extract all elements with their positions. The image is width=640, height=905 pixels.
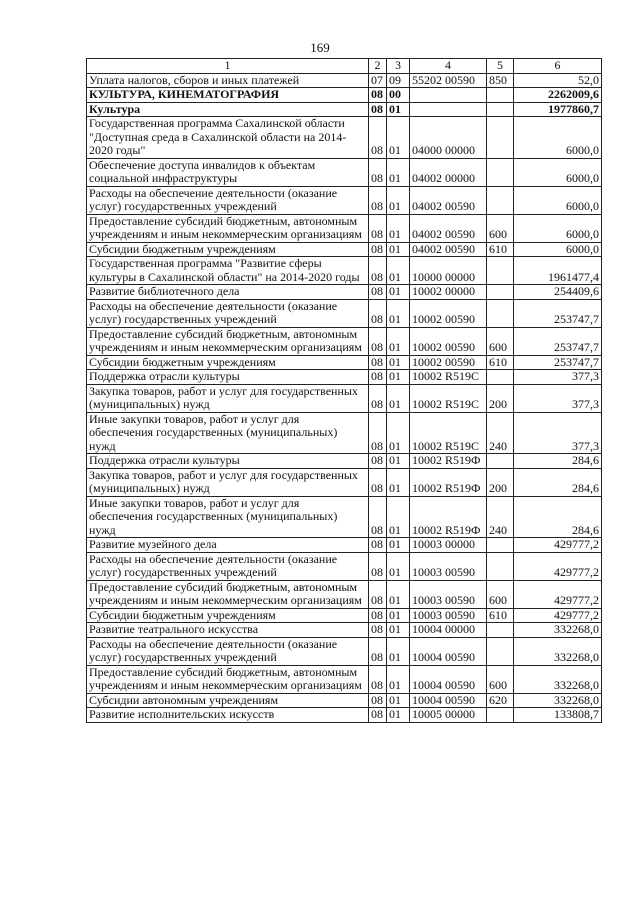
amount-cell: 429777,2 bbox=[514, 552, 602, 580]
section-code-cell: 08 bbox=[369, 158, 387, 186]
amount-cell: 429777,2 bbox=[514, 580, 602, 608]
expense-type-cell bbox=[487, 186, 514, 214]
table-row bbox=[87, 102, 602, 117]
amount-cell: 6000,0 bbox=[514, 242, 602, 257]
expense-type-cell bbox=[487, 285, 514, 300]
column-header: 1 bbox=[87, 59, 369, 74]
amount-cell: 6000,0 bbox=[514, 158, 602, 186]
amount-cell: 429777,2 bbox=[514, 608, 602, 623]
expense-type-cell: 200 bbox=[487, 468, 514, 496]
table-row bbox=[87, 708, 602, 723]
section-code-cell: 08 bbox=[369, 327, 387, 355]
expense-name-cell: Расходы на обеспечение деятельности (оказание услуг) государственных учреждений bbox=[87, 637, 369, 665]
expense-name-cell: Обеспечение доступа инвалидов к объектам социальной инфраструктуры bbox=[87, 158, 369, 186]
expense-type-cell: 600 bbox=[487, 327, 514, 355]
expense-type-cell bbox=[487, 370, 514, 385]
subsection-code-cell: 01 bbox=[387, 454, 410, 469]
column-header: 5 bbox=[487, 59, 514, 74]
section-code-cell: 08 bbox=[369, 665, 387, 693]
amount-cell: 6000,0 bbox=[514, 214, 602, 242]
subsection-code-cell: 01 bbox=[387, 637, 410, 665]
section-code-cell: 08 bbox=[369, 637, 387, 665]
subsection-code-cell: 01 bbox=[387, 214, 410, 242]
page-number: 169 bbox=[310, 40, 330, 55]
expense-name-cell: Культура bbox=[87, 102, 369, 117]
expense-type-cell bbox=[487, 88, 514, 103]
target-article-cell: 10002 00590 bbox=[410, 299, 487, 327]
expense-type-cell bbox=[487, 538, 514, 553]
amount-cell: 1961477,4 bbox=[514, 257, 602, 285]
expense-name-cell: Расходы на обеспечение деятельности (оказание услуг) государственных учреждений bbox=[87, 299, 369, 327]
expense-name-cell: Предоставление субсидий бюджетным, автономным учреждениям и иным некоммерческим организациям bbox=[87, 214, 369, 242]
column-header: 6 bbox=[514, 59, 602, 74]
section-code-cell: 08 bbox=[369, 242, 387, 257]
subsection-code-cell: 01 bbox=[387, 384, 410, 412]
section-code-cell: 08 bbox=[369, 384, 387, 412]
table-row bbox=[87, 468, 602, 496]
table-row bbox=[87, 608, 602, 623]
expense-name-cell: Иные закупки товаров, работ и услуг для обеспечения государственных (муниципальных) нужд bbox=[87, 496, 369, 538]
target-article-cell: 10003 00000 bbox=[410, 538, 487, 553]
expense-name-cell: Закупка товаров, работ и услуг для государственных (муниципальных) нужд bbox=[87, 468, 369, 496]
amount-cell: 253747,7 bbox=[514, 355, 602, 370]
expense-name-cell: Предоставление субсидий бюджетным, автономным учреждениям и иным некоммерческим организациям bbox=[87, 665, 369, 693]
amount-cell: 332268,0 bbox=[514, 693, 602, 708]
target-article-cell: 10002 00590 bbox=[410, 327, 487, 355]
expense-name-cell: Расходы на обеспечение деятельности (оказание услуг) государственных учреждений bbox=[87, 552, 369, 580]
table-row bbox=[87, 299, 602, 327]
amount-cell: 377,3 bbox=[514, 412, 602, 454]
section-code-cell: 08 bbox=[369, 608, 387, 623]
amount-cell: 254409,6 bbox=[514, 285, 602, 300]
section-code-cell: 08 bbox=[369, 580, 387, 608]
section-code-cell: 08 bbox=[369, 299, 387, 327]
expense-type-cell bbox=[487, 623, 514, 638]
expense-type-cell: 600 bbox=[487, 214, 514, 242]
expense-name-cell: Закупка товаров, работ и услуг для государственных (муниципальных) нужд bbox=[87, 384, 369, 412]
expense-type-cell: 610 bbox=[487, 608, 514, 623]
target-article-cell: 04002 00000 bbox=[410, 158, 487, 186]
expense-type-cell: 200 bbox=[487, 384, 514, 412]
target-article-cell: 10002 R519Ф bbox=[410, 454, 487, 469]
amount-cell: 2262009,6 bbox=[514, 88, 602, 103]
table-row bbox=[87, 214, 602, 242]
subsection-code-cell: 01 bbox=[387, 327, 410, 355]
amount-cell: 253747,7 bbox=[514, 299, 602, 327]
section-code-cell: 08 bbox=[369, 412, 387, 454]
section-code-cell: 08 bbox=[369, 623, 387, 638]
expense-type-cell: 610 bbox=[487, 355, 514, 370]
target-article-cell: 55202 00590 bbox=[410, 73, 487, 88]
table-row bbox=[87, 186, 602, 214]
subsection-code-cell: 01 bbox=[387, 623, 410, 638]
section-code-cell: 08 bbox=[369, 117, 387, 159]
expense-type-cell bbox=[487, 117, 514, 159]
subsection-code-cell: 01 bbox=[387, 580, 410, 608]
table-row bbox=[87, 117, 602, 159]
expense-type-cell: 240 bbox=[487, 412, 514, 454]
amount-cell: 332268,0 bbox=[514, 637, 602, 665]
expense-type-cell bbox=[487, 158, 514, 186]
amount-cell: 253747,7 bbox=[514, 327, 602, 355]
expense-name-cell: Субсидии бюджетным учреждениям bbox=[87, 608, 369, 623]
target-article-cell: 10003 00590 bbox=[410, 608, 487, 623]
subsection-code-cell: 01 bbox=[387, 538, 410, 553]
section-code-cell: 08 bbox=[369, 355, 387, 370]
section-code-cell: 08 bbox=[369, 214, 387, 242]
expense-type-cell bbox=[487, 637, 514, 665]
column-header: 4 bbox=[410, 59, 487, 74]
table-row bbox=[87, 552, 602, 580]
expense-type-cell: 240 bbox=[487, 496, 514, 538]
expense-type-cell bbox=[487, 552, 514, 580]
target-article-cell bbox=[410, 88, 487, 103]
expense-name-cell: Субсидии бюджетным учреждениям bbox=[87, 355, 369, 370]
amount-cell: 332268,0 bbox=[514, 665, 602, 693]
expense-name-cell: Развитие библиотечного дела bbox=[87, 285, 369, 300]
subsection-code-cell: 01 bbox=[387, 552, 410, 580]
target-article-cell: 10002 R519C bbox=[410, 412, 487, 454]
section-code-cell: 08 bbox=[369, 496, 387, 538]
amount-cell: 6000,0 bbox=[514, 117, 602, 159]
subsection-code-cell: 01 bbox=[387, 608, 410, 623]
subsection-code-cell: 01 bbox=[387, 693, 410, 708]
amount-cell: 377,3 bbox=[514, 384, 602, 412]
subsection-code-cell: 01 bbox=[387, 186, 410, 214]
budget-table bbox=[86, 58, 602, 723]
subsection-code-cell: 01 bbox=[387, 285, 410, 300]
table-row bbox=[87, 73, 602, 88]
expense-name-cell: Субсидии автономным учреждениям bbox=[87, 693, 369, 708]
subsection-code-cell: 01 bbox=[387, 468, 410, 496]
expense-name-cell: Поддержка отрасли культуры bbox=[87, 370, 369, 385]
subsection-code-cell: 00 bbox=[387, 88, 410, 103]
subsection-code-cell: 01 bbox=[387, 257, 410, 285]
expense-type-cell: 600 bbox=[487, 580, 514, 608]
expense-type-cell bbox=[487, 257, 514, 285]
table-row bbox=[87, 384, 602, 412]
column-header: 3 bbox=[387, 59, 410, 74]
subsection-code-cell: 01 bbox=[387, 412, 410, 454]
table-row bbox=[87, 538, 602, 553]
table-row bbox=[87, 355, 602, 370]
section-code-cell: 08 bbox=[369, 257, 387, 285]
amount-cell: 52,0 bbox=[514, 73, 602, 88]
target-article-cell: 10000 00000 bbox=[410, 257, 487, 285]
expense-name-cell: Субсидии бюджетным учреждениям bbox=[87, 242, 369, 257]
table-row bbox=[87, 454, 602, 469]
section-code-cell: 08 bbox=[369, 88, 387, 103]
expense-name-cell: Поддержка отрасли культуры bbox=[87, 454, 369, 469]
table-row bbox=[87, 242, 602, 257]
expense-name-cell: Предоставление субсидий бюджетным, автономным учреждениям и иным некоммерческим организациям bbox=[87, 327, 369, 355]
subsection-code-cell: 01 bbox=[387, 665, 410, 693]
amount-cell: 6000,0 bbox=[514, 186, 602, 214]
table-row bbox=[87, 285, 602, 300]
table-row bbox=[87, 412, 602, 454]
target-article-cell: 04000 00000 bbox=[410, 117, 487, 159]
amount-cell: 284,6 bbox=[514, 468, 602, 496]
expense-name-cell: Предоставление субсидий бюджетным, автономным учреждениям и иным некоммерческим организациям bbox=[87, 580, 369, 608]
table-row bbox=[87, 327, 602, 355]
section-code-cell: 08 bbox=[369, 693, 387, 708]
target-article-cell: 10002 R519C bbox=[410, 370, 487, 385]
subsection-code-cell: 01 bbox=[387, 708, 410, 723]
target-article-cell: 04002 00590 bbox=[410, 214, 487, 242]
subsection-code-cell: 09 bbox=[387, 73, 410, 88]
table-row bbox=[87, 257, 602, 285]
table-row bbox=[87, 370, 602, 385]
expense-name-cell: Развитие театрального искусства bbox=[87, 623, 369, 638]
subsection-code-cell: 01 bbox=[387, 242, 410, 257]
target-article-cell: 10002 00590 bbox=[410, 355, 487, 370]
subsection-code-cell: 01 bbox=[387, 158, 410, 186]
expense-name-cell: Государственная программа "Развитие сферы культуры в Сахалинской области" на 2014-2020 годы bbox=[87, 257, 369, 285]
expense-type-cell: 620 bbox=[487, 693, 514, 708]
section-code-cell: 08 bbox=[369, 102, 387, 117]
amount-cell: 133808,7 bbox=[514, 708, 602, 723]
section-code-cell: 08 bbox=[369, 285, 387, 300]
section-code-cell: 08 bbox=[369, 468, 387, 496]
amount-cell: 332268,0 bbox=[514, 623, 602, 638]
expense-type-cell bbox=[487, 102, 514, 117]
expense-name-cell: Иные закупки товаров, работ и услуг для обеспечения государственных (муниципальных) нужд bbox=[87, 412, 369, 454]
target-article-cell: 10003 00590 bbox=[410, 552, 487, 580]
amount-cell: 429777,2 bbox=[514, 538, 602, 553]
column-header: 2 bbox=[369, 59, 387, 74]
subsection-code-cell: 01 bbox=[387, 370, 410, 385]
amount-cell: 284,6 bbox=[514, 454, 602, 469]
expense-type-cell bbox=[487, 299, 514, 327]
subsection-code-cell: 01 bbox=[387, 496, 410, 538]
target-article-cell: 10003 00590 bbox=[410, 580, 487, 608]
target-article-cell: 10004 00590 bbox=[410, 693, 487, 708]
amount-cell: 284,6 bbox=[514, 496, 602, 538]
expense-name-cell: Уплата налогов, сборов и иных платежей bbox=[87, 73, 369, 88]
expense-type-cell: 600 bbox=[487, 665, 514, 693]
expense-name-cell: Развитие исполнительских искусств bbox=[87, 708, 369, 723]
subsection-code-cell: 01 bbox=[387, 117, 410, 159]
table-row bbox=[87, 88, 602, 103]
target-article-cell: 04002 00590 bbox=[410, 186, 487, 214]
section-code-cell: 08 bbox=[369, 538, 387, 553]
expense-name-cell: Государственная программа Сахалинской области "Доступная среда в Сахалинской области на 2014-2020 годы" bbox=[87, 117, 369, 159]
expense-name-cell: Развитие музейного дела bbox=[87, 538, 369, 553]
table-row bbox=[87, 623, 602, 638]
target-article-cell: 10002 R519Ф bbox=[410, 496, 487, 538]
section-code-cell: 08 bbox=[369, 552, 387, 580]
table-row bbox=[87, 693, 602, 708]
target-article-cell: 04002 00590 bbox=[410, 242, 487, 257]
expense-type-cell: 610 bbox=[487, 242, 514, 257]
target-article-cell: 10002 00000 bbox=[410, 285, 487, 300]
table-row bbox=[87, 580, 602, 608]
subsection-code-cell: 01 bbox=[387, 355, 410, 370]
target-article-cell: 10004 00590 bbox=[410, 665, 487, 693]
subsection-code-cell: 01 bbox=[387, 299, 410, 327]
section-code-cell: 08 bbox=[369, 708, 387, 723]
expense-type-cell: 850 bbox=[487, 73, 514, 88]
table-row bbox=[87, 637, 602, 665]
target-article-cell: 10005 00000 bbox=[410, 708, 487, 723]
expense-name-cell: КУЛЬТУРА, КИНЕМАТОГРАФИЯ bbox=[87, 88, 369, 103]
section-code-cell: 08 bbox=[369, 370, 387, 385]
expense-type-cell bbox=[487, 454, 514, 469]
target-article-cell: 10004 00000 bbox=[410, 623, 487, 638]
subsection-code-cell: 01 bbox=[387, 102, 410, 117]
section-code-cell: 07 bbox=[369, 73, 387, 88]
table-row bbox=[87, 158, 602, 186]
amount-cell: 1977860,7 bbox=[514, 102, 602, 117]
target-article-cell: 10002 R519C bbox=[410, 384, 487, 412]
expense-type-cell bbox=[487, 708, 514, 723]
column-number-header-row bbox=[87, 59, 602, 74]
section-code-cell: 08 bbox=[369, 454, 387, 469]
target-article-cell bbox=[410, 102, 487, 117]
target-article-cell: 10004 00590 bbox=[410, 637, 487, 665]
expense-name-cell: Расходы на обеспечение деятельности (оказание услуг) государственных учреждений bbox=[87, 186, 369, 214]
table-row bbox=[87, 665, 602, 693]
section-code-cell: 08 bbox=[369, 186, 387, 214]
amount-cell: 377,3 bbox=[514, 370, 602, 385]
target-article-cell: 10002 R519Ф bbox=[410, 468, 487, 496]
table-row bbox=[87, 496, 602, 538]
